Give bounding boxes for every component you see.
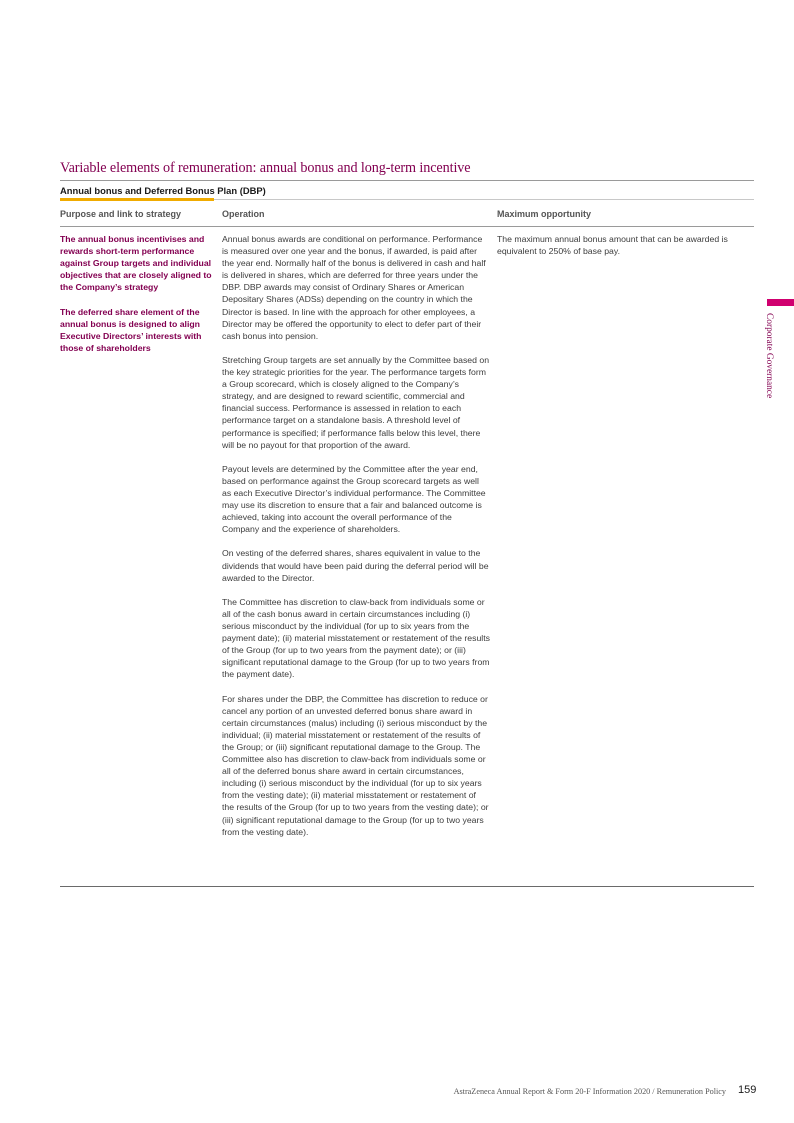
operation-paragraph: Stretching Group targets are set annually by the Committee based on the key strategic priorities for the year. The performance targets form a Group scorecard, which is closely aligned to the Company’s strategy, and are designed to reward scientific, commercial and financial success. Performance is assessed in relation to each performance target on a standalone basis. A threshold level of performance is specified; if performance falls below this level, there will be no payout for that proportion of the award.	[222, 354, 490, 450]
maximum-paragraph: The maximum annual bonus amount that can be awarded is equivalent to 250% of base pay.	[497, 234, 728, 257]
purpose-column	[60, 233, 212, 366]
section-title: Variable elements of remuneration: annual bonus and long-term incentive	[60, 160, 754, 181]
maximum-column	[497, 233, 749, 257]
section-tab-marker	[767, 299, 794, 306]
column-header-operation: Operation	[222, 209, 265, 219]
header-divider	[60, 226, 754, 227]
operation-column	[222, 233, 490, 850]
operation-paragraph: On vesting of the deferred shares, shares equivalent in value to the dividends that would have been paid during the deferral period will be awarded to the Director.	[222, 548, 489, 583]
operation-paragraph: The Committee has discretion to claw-back from individuals some or all of the cash bonus award in certain circumstances including (i) serious misconduct by the individual (for up to six years from the payment date); (ii) material misstatement or restatement of the results of the Group (for up to two years from the payment date); or (iii) significant reputational damage to the Group (for up to two years from the payment date).	[222, 596, 490, 680]
subsection-accent-bar	[60, 198, 214, 201]
purpose-paragraph: The annual bonus incentivises and rewards short-term performance against Group targets and individual objectives that are closely aligned to the Company’s strategy	[60, 234, 212, 293]
operation-paragraph: Annual bonus awards are conditional on performance. Performance is measured over one year and the bonus, if awarded, is paid after the year end. Normally half of the bonus is delivered in cash and half is delivered in shares, which are deferred for three years under the DBP. DBP awards may consist of Ordinary Shares or American Depositary Shares (ADSs) depending on the country in which the Director is based. In line with the approach for other employees, a Director may be offered the opportunity to elect to defer part of their cash bonus into pension.	[222, 234, 486, 341]
page-footer: AstraZeneca Annual Report & Form 20-F Information 2020 / Remuneration Policy	[453, 1087, 726, 1096]
operation-paragraph: Payout levels are determined by the Committee after the year end, based on performance against the Group scorecard targets as well as each Executive Director’s individual performance. The Committee may use its discretion to ensure that a fair and balanced outcome is achieved, taking into account the overall performance of the Company and the experience of shareholders.	[222, 463, 486, 535]
operation-paragraph: For shares under the DBP, the Committee has discretion to reduce or cancel any portion of an unvested deferred bonus share award in certain circumstances (malus) including (i) serious misconduct by the individual; (ii) material misstatement or restatement of the results of the Group; or (iii) significant reputational damage to the Group. The Committee also has discretion to claw-back from individuals some or all of the deferred bonus share award in certain circumstances, including (i) serious misconduct by the individual (for up to six years from the vesting date); (ii) material misstatement or restatement of the results of the Group (for up to two years from the vesting date); or (iii) significant reputational damage to the Group (for up to two years from the vesting date).	[222, 693, 489, 837]
subsection-title: Annual bonus and Deferred Bonus Plan (DBP)	[60, 185, 266, 196]
section-side-label: Corporate Governance	[764, 313, 774, 399]
page-number: 159	[738, 1084, 757, 1096]
table-bottom-divider	[60, 886, 754, 887]
column-header-purpose: Purpose and link to strategy	[60, 209, 182, 219]
purpose-paragraph: The deferred share element of the annual bonus is designed to align Executive Directors’ interests with those of shareholders	[60, 306, 202, 353]
column-header-maximum: Maximum opportunity	[497, 209, 591, 219]
